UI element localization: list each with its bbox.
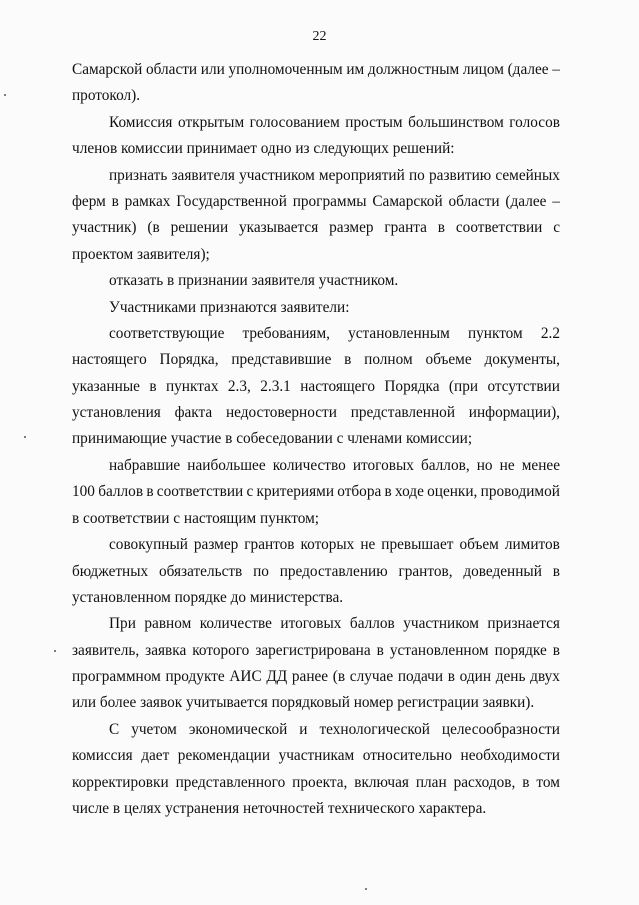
scan-speck [24,436,26,438]
text-line: ферм в рамках Государственной программы Самарской области (далее – [72,193,560,210]
text-line: участник) (в решении указывается размер гранта в соответствии с [72,219,560,236]
text-line: соответствующие требованиям, установленным пунктом 2.2 [109,325,560,342]
text-line: или более заявок учитывается порядковый номер регистрации заявки). [72,694,535,711]
text-line: указанные в пунктах 2.3, 2.3.1 настоящего Порядка (при отсутствии [72,378,560,395]
text-line: Участниками признаются заявители: [109,299,350,316]
text-line: Комиссия открытым голосованием простым большинством голосов [109,114,560,131]
text-line: отказать в признании заявителя участником. [109,272,399,289]
text-line: протокол). [72,87,141,104]
text-line: в соответствии с настоящим пунктом; [72,510,320,527]
text-line: установления факта недостоверности представленной информации), [72,404,560,421]
scan-speck [4,94,6,96]
text-line: Самарской области или уполномоченным им должностным лицом (далее – [72,61,560,78]
text-line: набравшие наибольшее количество итоговых баллов, но не менее [109,457,560,474]
text-line: комиссия дает рекомендации участникам относительно необходимости [72,747,560,764]
text-line: С учетом экономической и технологической целесообразности [109,721,560,738]
text-line: членов комиссии принимает одно из следующих решений: [72,140,455,157]
text-line: бюджетных обязательств по предоставлению грантов, доведенный в [72,563,560,580]
text-line: установленном порядке до министерства. [72,589,344,606]
text-line: принимающие участие в собеседовании с членами комиссии; [72,430,473,447]
text-line: программном продукте АИС ДД ранее (в случае подачи в один день двух [72,668,560,685]
text-line: корректировки представленного проекта, включая план расходов, в том [72,774,560,791]
text-line: совокупный размер грантов которых не превышает объем лимитов [109,536,560,553]
text-line: 100 баллов в соответствии с критериями отбора в ходе оценки, проводимой [72,483,560,500]
scan-speck [365,888,367,890]
text-line: заявитель, заявка которого зарегистрирована в установленном порядке в [72,642,560,659]
text-line: настоящего Порядка, представившие в полном объеме документы, [72,351,560,368]
text-line: При равном количестве итоговых баллов участником признается [109,615,560,632]
page-number: 22 [312,29,327,44]
text-line: признать заявителя участником мероприятий по развитию семейных [109,167,560,184]
text-line: числе в целях устранения неточностей технического характера. [72,800,487,817]
text-line: проектом заявителя); [72,246,210,263]
scan-speck [54,650,56,652]
